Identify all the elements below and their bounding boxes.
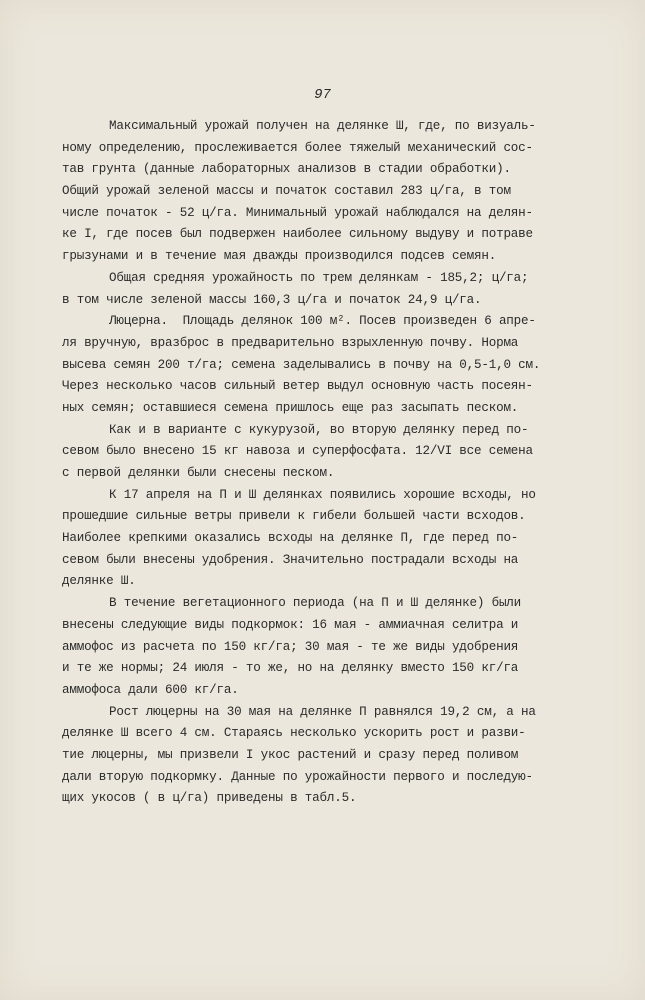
paragraph-3	[62, 311, 592, 419]
text-line: тие люцерны, мы призвели I укос растений и сразу перед поливом	[62, 747, 519, 762]
paragraph-4	[62, 420, 592, 485]
text-line: Как и в варианте с кукурузой, во вторую делянку перед по-	[109, 422, 529, 437]
text-line: ля вручную, вразброс в предварительно взрыхленную почву. Норма	[62, 335, 519, 350]
text-line: Максимальный урожай получен на делянке Ш, где, по визуаль-	[109, 119, 536, 133]
text-line: с первой делянки были снесены песком.	[62, 466, 335, 480]
paragraph-7	[62, 702, 592, 810]
text-line: и те же нормы; 24 июля - то же, но на делянку вместо 150 кг/га	[62, 661, 519, 676]
text-line: Общая средняя урожайность по трем делянкам - 185,2; ц/га;	[109, 270, 529, 285]
body-text	[62, 116, 592, 810]
text-line: Общий урожай зеленой массы и початок составил 283 ц/га, в том	[62, 184, 511, 199]
text-line: щих укосов ( в ц/га) приведены в табл.5.	[62, 791, 357, 806]
paragraph-2	[62, 268, 592, 311]
text-line: прошедшие сильные ветры привели к гибели большей части всходов.	[62, 509, 526, 524]
text-line: Через несколько часов сильный ветер выдул основную часть посеян-	[62, 379, 533, 394]
text-line: К 17 апреля на П и Ш делянках появились хорошие всходы, но	[109, 487, 536, 502]
text-line: делянке Ш всего 4 см. Стараясь несколько ускорить рост и разви-	[62, 726, 526, 741]
text-line: аммофоса дали 600 кг/га.	[62, 682, 239, 697]
text-line: числе початок - 52 ц/га. Минимальный урожай наблюдался на делян-	[62, 205, 533, 220]
text-line: Рост люцерны на 30 мая на делянке П равнялся 19,2 см, а на	[109, 704, 536, 719]
text-line: аммофос из расчета по 150 кг/га; 30 мая - те же виды удобрения	[62, 639, 519, 654]
paragraph-1	[62, 116, 592, 268]
paragraph-5	[62, 485, 592, 593]
text-line: дали вторую подкормку. Данные по урожайности первого и последую-	[62, 769, 533, 784]
paragraph-6	[62, 593, 592, 701]
text-line: ному определению, прослеживается более тяжелый механический сос-	[62, 140, 533, 155]
text-line: высева семян 200 т/га; семена заделывались в почву на 0,5-1,0 см.	[62, 357, 541, 372]
text-line: ке I, где посев был подвержен наиболее сильному выдуву и потраве	[62, 227, 533, 242]
text-line: севом было внесено 15 кг навоза и суперфосфата. 12/VI все семена	[62, 444, 533, 459]
text-line: грызунами и в течение мая дважды производился подсев семян.	[62, 249, 497, 264]
text-line: ных семян; оставшиеся семена пришлось еще раз засыпать песком.	[62, 400, 519, 415]
text-line: Наиболее крепкими оказались всходы на делянке П, где перед по-	[62, 531, 519, 546]
text-line: делянке Ш.	[62, 574, 136, 589]
page-number: 97	[314, 87, 331, 103]
text-line: в том числе зеленой массы 160,3 ц/га и початок 24,9 ц/га.	[62, 292, 482, 307]
text-line: севом были внесены удобрения. Значительно пострадали всходы на	[62, 552, 519, 567]
text-line: В течение вегетационного периода (на П и Ш делянке) были	[109, 596, 522, 611]
text-line: внесены следующие виды подкормок: 16 мая - аммиачная селитра и	[62, 617, 519, 632]
text-line: Люцерна. Площадь делянок 100 м². Посев произведен 6 апре-	[109, 314, 536, 329]
text-line: тав грунта (данные лабораторных анализов в стадии обработки).	[62, 162, 511, 177]
